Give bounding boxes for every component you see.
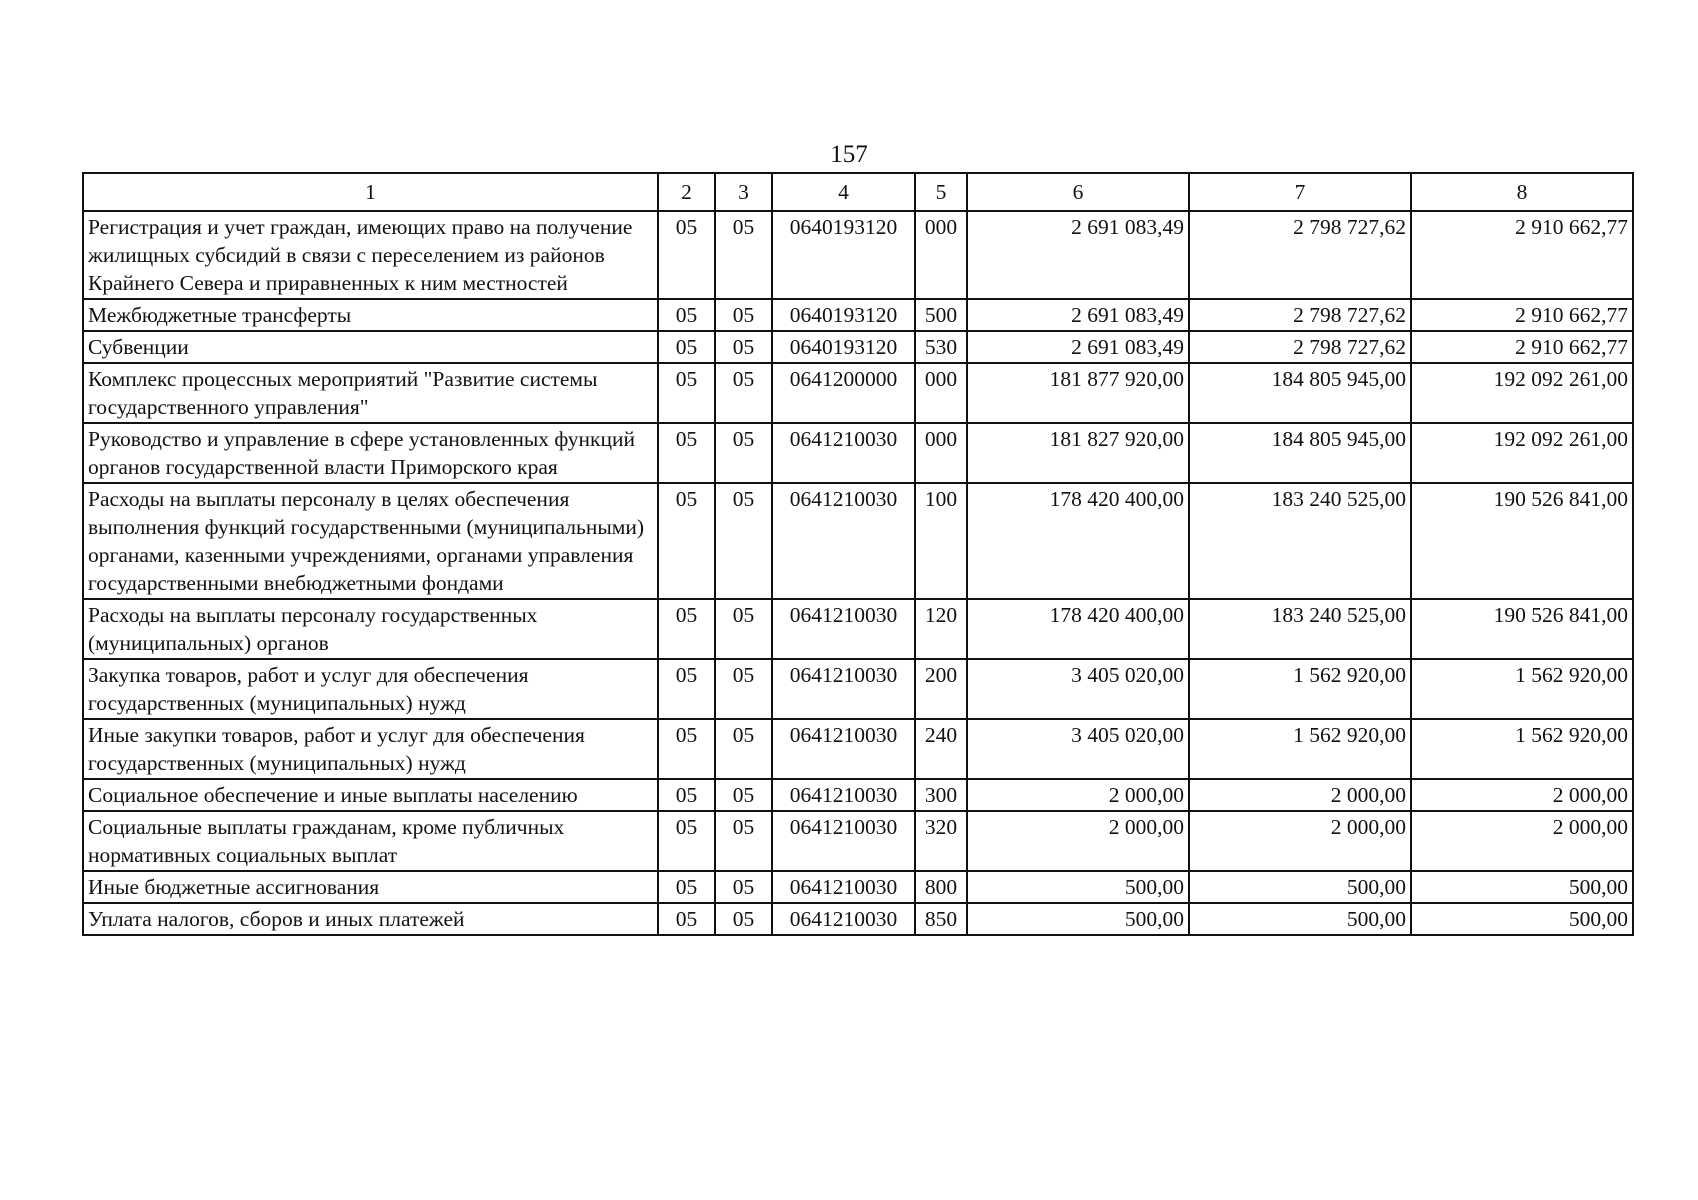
amount-col-8: 2 910 662,77: [1411, 331, 1633, 363]
table-row: [83, 331, 1633, 363]
subsection-code: 05: [715, 599, 772, 659]
amount-col-7: 184 805 945,00: [1189, 363, 1411, 423]
expense-type-code: 200: [915, 659, 967, 719]
section-code: 05: [658, 659, 715, 719]
subsection-code: 05: [715, 903, 772, 935]
table-row: [83, 719, 1633, 779]
row-name: Регистрация и учет граждан, имеющих право на получение жилищных субсидий в связи с переселением из районов Крайнего Севера и приравненных к ним местностей: [83, 211, 658, 299]
subsection-code: 05: [715, 299, 772, 331]
amount-col-8: 500,00: [1411, 871, 1633, 903]
amount-col-8: 192 092 261,00: [1411, 423, 1633, 483]
target-article-code: 0640193120: [772, 299, 915, 331]
expense-type-code: 530: [915, 331, 967, 363]
table-row: [83, 779, 1633, 811]
expense-type-code: 800: [915, 871, 967, 903]
amount-col-8: 2 000,00: [1411, 779, 1633, 811]
amount-col-7: 2 000,00: [1189, 779, 1411, 811]
row-name: Расходы на выплаты персоналу государственных (муниципальных) органов: [83, 599, 658, 659]
amount-col-8: 190 526 841,00: [1411, 483, 1633, 599]
target-article-code: 0641210030: [772, 483, 915, 599]
column-header-4: 4: [772, 173, 915, 211]
row-name: Руководство и управление в сфере установленных функций органов государственной власти Приморского края: [83, 423, 658, 483]
target-article-code: 0641210030: [772, 811, 915, 871]
amount-col-8: 1 562 920,00: [1411, 659, 1633, 719]
expense-type-code: 100: [915, 483, 967, 599]
subsection-code: 05: [715, 779, 772, 811]
table-row: [83, 423, 1633, 483]
amount-col-8: 2 910 662,77: [1411, 211, 1633, 299]
row-name: Межбюджетные трансферты: [83, 299, 658, 331]
subsection-code: 05: [715, 871, 772, 903]
amount-col-6: 2 000,00: [967, 811, 1189, 871]
target-article-code: 0641210030: [772, 903, 915, 935]
row-name: Субвенции: [83, 331, 658, 363]
expense-type-code: 240: [915, 719, 967, 779]
amount-col-6: 500,00: [967, 871, 1189, 903]
target-article-code: 0641210030: [772, 599, 915, 659]
table-row: [83, 903, 1633, 935]
row-name: Социальное обеспечение и иные выплаты населению: [83, 779, 658, 811]
subsection-code: 05: [715, 811, 772, 871]
column-header-1: 1: [83, 173, 658, 211]
row-name: Социальные выплаты гражданам, кроме публичных нормативных социальных выплат: [83, 811, 658, 871]
amount-col-7: 2 798 727,62: [1189, 211, 1411, 299]
amount-col-6: 2 691 083,49: [967, 331, 1189, 363]
target-article-code: 0641200000: [772, 363, 915, 423]
target-article-code: 0640193120: [772, 211, 915, 299]
section-code: 05: [658, 363, 715, 423]
target-article-code: 0641210030: [772, 779, 915, 811]
table-row: [83, 363, 1633, 423]
section-code: 05: [658, 779, 715, 811]
column-header-6: 6: [967, 173, 1189, 211]
column-header-3: 3: [715, 173, 772, 211]
amount-col-7: 500,00: [1189, 871, 1411, 903]
amount-col-6: 2 691 083,49: [967, 299, 1189, 331]
row-name: Расходы на выплаты персоналу в целях обеспечения выполнения функций государственными (муниципальными) органами, казенными учреждениями, органами управления государственными внебюджетными фондами: [83, 483, 658, 599]
subsection-code: 05: [715, 423, 772, 483]
row-name: Уплата налогов, сборов и иных платежей: [83, 903, 658, 935]
subsection-code: 05: [715, 719, 772, 779]
amount-col-8: 192 092 261,00: [1411, 363, 1633, 423]
target-article-code: 0641210030: [772, 719, 915, 779]
amount-col-8: 2 910 662,77: [1411, 299, 1633, 331]
expense-type-code: 320: [915, 811, 967, 871]
subsection-code: 05: [715, 331, 772, 363]
section-code: 05: [658, 719, 715, 779]
amount-col-6: 181 877 920,00: [967, 363, 1189, 423]
amount-col-7: 500,00: [1189, 903, 1411, 935]
amount-col-7: 1 562 920,00: [1189, 659, 1411, 719]
subsection-code: 05: [715, 483, 772, 599]
amount-col-7: 2 798 727,62: [1189, 331, 1411, 363]
table-row: [83, 211, 1633, 299]
row-name: Комплекс процессных мероприятий "Развитие системы государственного управления": [83, 363, 658, 423]
subsection-code: 05: [715, 211, 772, 299]
table-row: [83, 599, 1633, 659]
expense-type-code: 300: [915, 779, 967, 811]
amount-col-8: 2 000,00: [1411, 811, 1633, 871]
table-row: [83, 871, 1633, 903]
expense-type-code: 000: [915, 211, 967, 299]
target-article-code: 0641210030: [772, 659, 915, 719]
section-code: 05: [658, 811, 715, 871]
amount-col-8: 190 526 841,00: [1411, 599, 1633, 659]
amount-col-6: 178 420 400,00: [967, 483, 1189, 599]
table-row: [83, 299, 1633, 331]
target-article-code: 0641210030: [772, 871, 915, 903]
target-article-code: 0640193120: [772, 331, 915, 363]
amount-col-6: 178 420 400,00: [967, 599, 1189, 659]
amount-col-7: 184 805 945,00: [1189, 423, 1411, 483]
amount-col-6: 2 691 083,49: [967, 211, 1189, 299]
section-code: 05: [658, 871, 715, 903]
column-header-5: 5: [915, 173, 967, 211]
section-code: 05: [658, 299, 715, 331]
section-code: 05: [658, 211, 715, 299]
table-header-row: [83, 173, 1633, 211]
table-row: [83, 483, 1633, 599]
column-header-2: 2: [658, 173, 715, 211]
amount-col-6: 500,00: [967, 903, 1189, 935]
subsection-code: 05: [715, 659, 772, 719]
table-row: [83, 811, 1633, 871]
row-name: Иные бюджетные ассигнования: [83, 871, 658, 903]
expense-type-code: 850: [915, 903, 967, 935]
row-name: Закупка товаров, работ и услуг для обеспечения государственных (муниципальных) нужд: [83, 659, 658, 719]
section-code: 05: [658, 423, 715, 483]
page-number: 157: [830, 141, 868, 168]
amount-col-8: 500,00: [1411, 903, 1633, 935]
expense-type-code: 000: [915, 363, 967, 423]
amount-col-7: 2 000,00: [1189, 811, 1411, 871]
amount-col-7: 183 240 525,00: [1189, 483, 1411, 599]
section-code: 05: [658, 483, 715, 599]
section-code: 05: [658, 331, 715, 363]
column-header-8: 8: [1411, 173, 1633, 211]
amount-col-6: 2 000,00: [967, 779, 1189, 811]
amount-col-8: 1 562 920,00: [1411, 719, 1633, 779]
amount-col-7: 183 240 525,00: [1189, 599, 1411, 659]
amount-col-7: 1 562 920,00: [1189, 719, 1411, 779]
row-name: Иные закупки товаров, работ и услуг для обеспечения государственных (муниципальных) нужд: [83, 719, 658, 779]
section-code: 05: [658, 599, 715, 659]
expense-type-code: 120: [915, 599, 967, 659]
subsection-code: 05: [715, 363, 772, 423]
section-code: 05: [658, 903, 715, 935]
column-header-7: 7: [1189, 173, 1411, 211]
table-row: [83, 659, 1633, 719]
amount-col-7: 2 798 727,62: [1189, 299, 1411, 331]
amount-col-6: 3 405 020,00: [967, 719, 1189, 779]
amount-col-6: 3 405 020,00: [967, 659, 1189, 719]
expense-type-code: 000: [915, 423, 967, 483]
expense-type-code: 500: [915, 299, 967, 331]
budget-table: [82, 172, 1634, 936]
amount-col-6: 181 827 920,00: [967, 423, 1189, 483]
target-article-code: 0641210030: [772, 423, 915, 483]
